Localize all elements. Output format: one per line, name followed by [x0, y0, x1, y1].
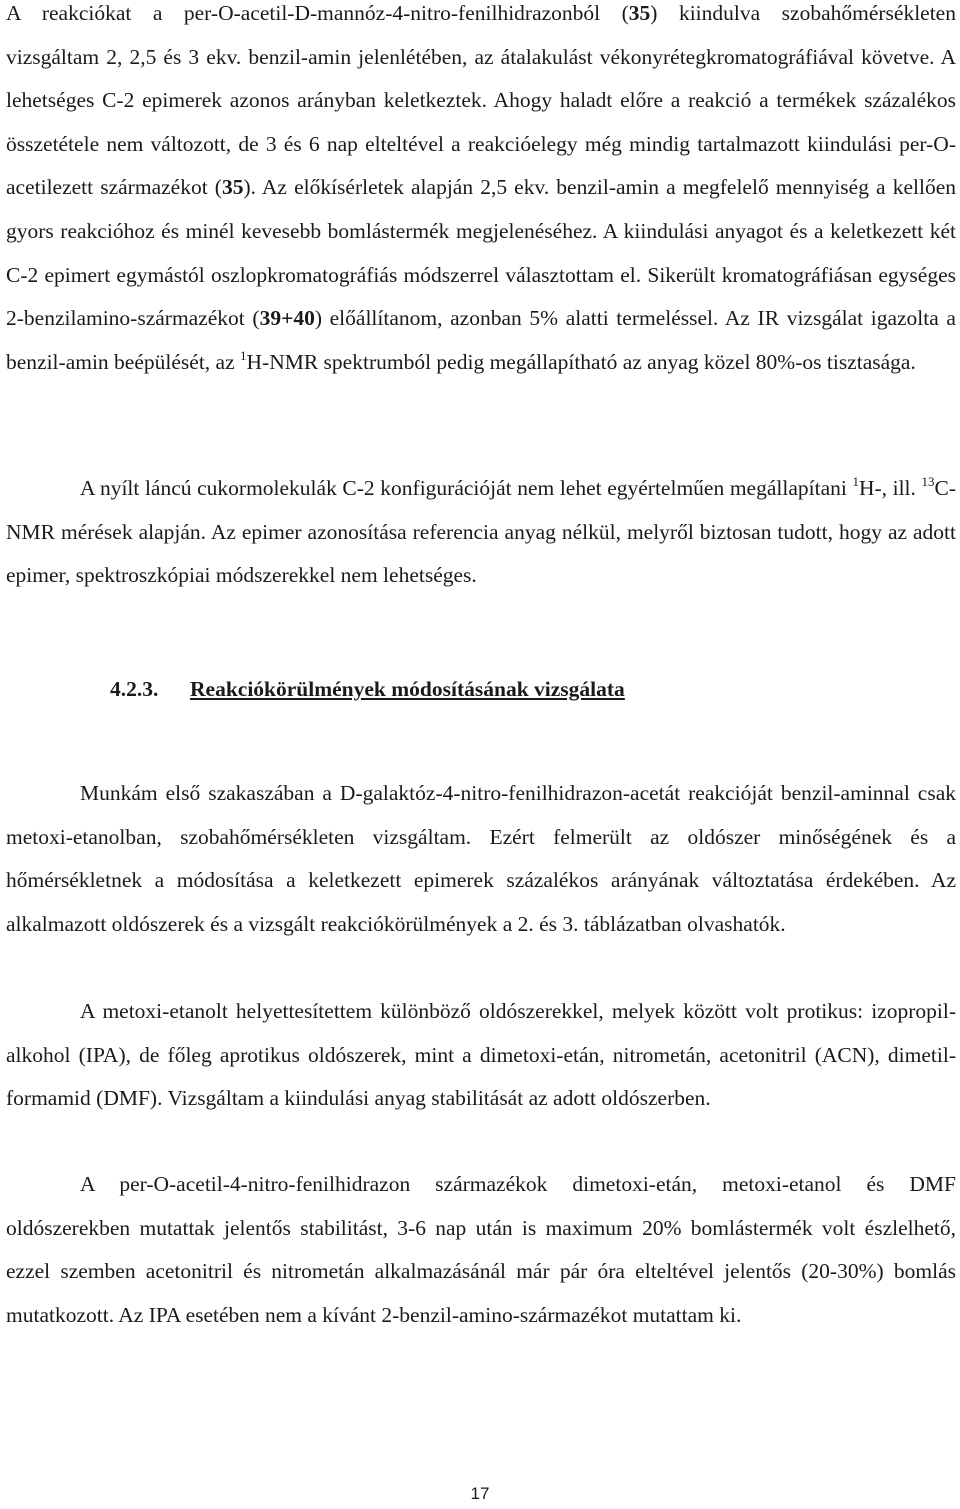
compound-ref: 35 — [221, 175, 244, 200]
text-run: H-NMR spektrumból pedig megállapítható az anyag közel 80%-os tisztasága. — [246, 349, 916, 374]
section-heading — [110, 668, 625, 711]
paragraph-1 — [6, 0, 956, 384]
superscript: 1 — [240, 347, 247, 363]
text-run: A reakciókat a per-O-acetil-D-mannóz-4-nitro-fenilhidrazonból ( — [6, 1, 629, 25]
text-run: C-NMR mérések alapján. Az epimer azonosítása referencia anyag nélkül, melyről biztosan tudott, hogy az adott epimer, spektroszkópiai módszerekkel nem lehetséges. — [6, 476, 956, 588]
superscript: 13 — [921, 474, 935, 489]
section-number: 4.2.3. — [110, 677, 159, 701]
text-run: ). Az előkísérletek alapján 2,5 ekv. benzil-amin a megfelelő mennyiség a kellően gyors reakcióhoz és minél kevesebb bomlástermék megjelenéséhez. A kiindulási anyagot és a keletkezett két C-2 epimert egymástól oszlopkromatográfiás módszerrel választottam el. Sikerült kromatográfiásan egységes 2-benzilamino-származékot ( — [6, 175, 956, 331]
paragraph-3: Munkám első szakaszában a D-galaktóz-4-nitro-fenilhidrazon-acetát reakcióját benzil-aminnal csak metoxi-etanolban, szobahőmérsékleten vizsgáltam. Ezért felmerült az oldószer minőségének és a hőmérsékletnek a módosítása a keletkezett epimerek százalékos arányának változtatása érdekében. Az alkalmazott oldószerek és a vizsgált reakciókörülmények a 2. és 3. táblázatban olvashatók. — [6, 781, 956, 936]
compound-ref: 35 — [628, 1, 651, 25]
compound-ref: 39+40 — [259, 306, 315, 331]
superscript: 1 — [852, 474, 859, 489]
text-run: ) előállítanom, azonban 5% alatti termeléssel. Az IR vizsgálat igazolta a benzil-amin beépülését, az — [6, 306, 956, 374]
paragraph-2 — [6, 467, 956, 598]
section-title: Reakciókörülmények módosításának vizsgálata — [190, 677, 625, 701]
paragraph-4: A metoxi-etanolt helyettesítettem különböző oldószerekkel, melyek között volt protikus: izopropil-alkohol (IPA), de főleg aprotikus oldószerek, mint a dimetoxi-etán, nitrometán, acetonitril (ACN), dimetil-formamid (DMF). Vizsgáltam a kiindulási anyag stabilitását az adott oldószerben. — [6, 999, 956, 1111]
text-run: ) kiindulva szobahőmérsékleten vizsgáltam 2, 2,5 és 3 ekv. benzil-amin jelenlétében, az átalakulást vékonyrétegkromatográfiával követve. A lehetséges C-2 epimerek azonos arányban keletkeztek. Ahogy haladt előre a reakció a termékek százalékos összetétele nem változott, de 3 és 6 nap elteltével a reakcióelegy még mindig tartalmazott kiindulási per-O-acetilezett származékot ( — [6, 1, 956, 200]
paragraph-5: A per-O-acetil-4-nitro-fenilhidrazon származékok dimetoxi-etán, metoxi-etanol és DMF oldószerekben mutattak jelentős stabilitást, 3-6 nap után is maximum 20% bomlástermék volt észlelhető, ezzel szemben acetonitril és nitrometán alkalmazásánál már pár óra elteltével jelentős (20-30%) bomlás mutatkozott. Az IPA esetében nem a kívánt 2-benzil-amino-származékot mutattam ki. — [6, 1172, 956, 1327]
text-run: A nyílt láncú cukormolekulák C-2 konfigurációját nem lehet egyértelműen megállapítani — [80, 476, 853, 500]
text-run: H-, ill. — [858, 476, 922, 500]
page-number: 17 — [470, 1484, 490, 1503]
